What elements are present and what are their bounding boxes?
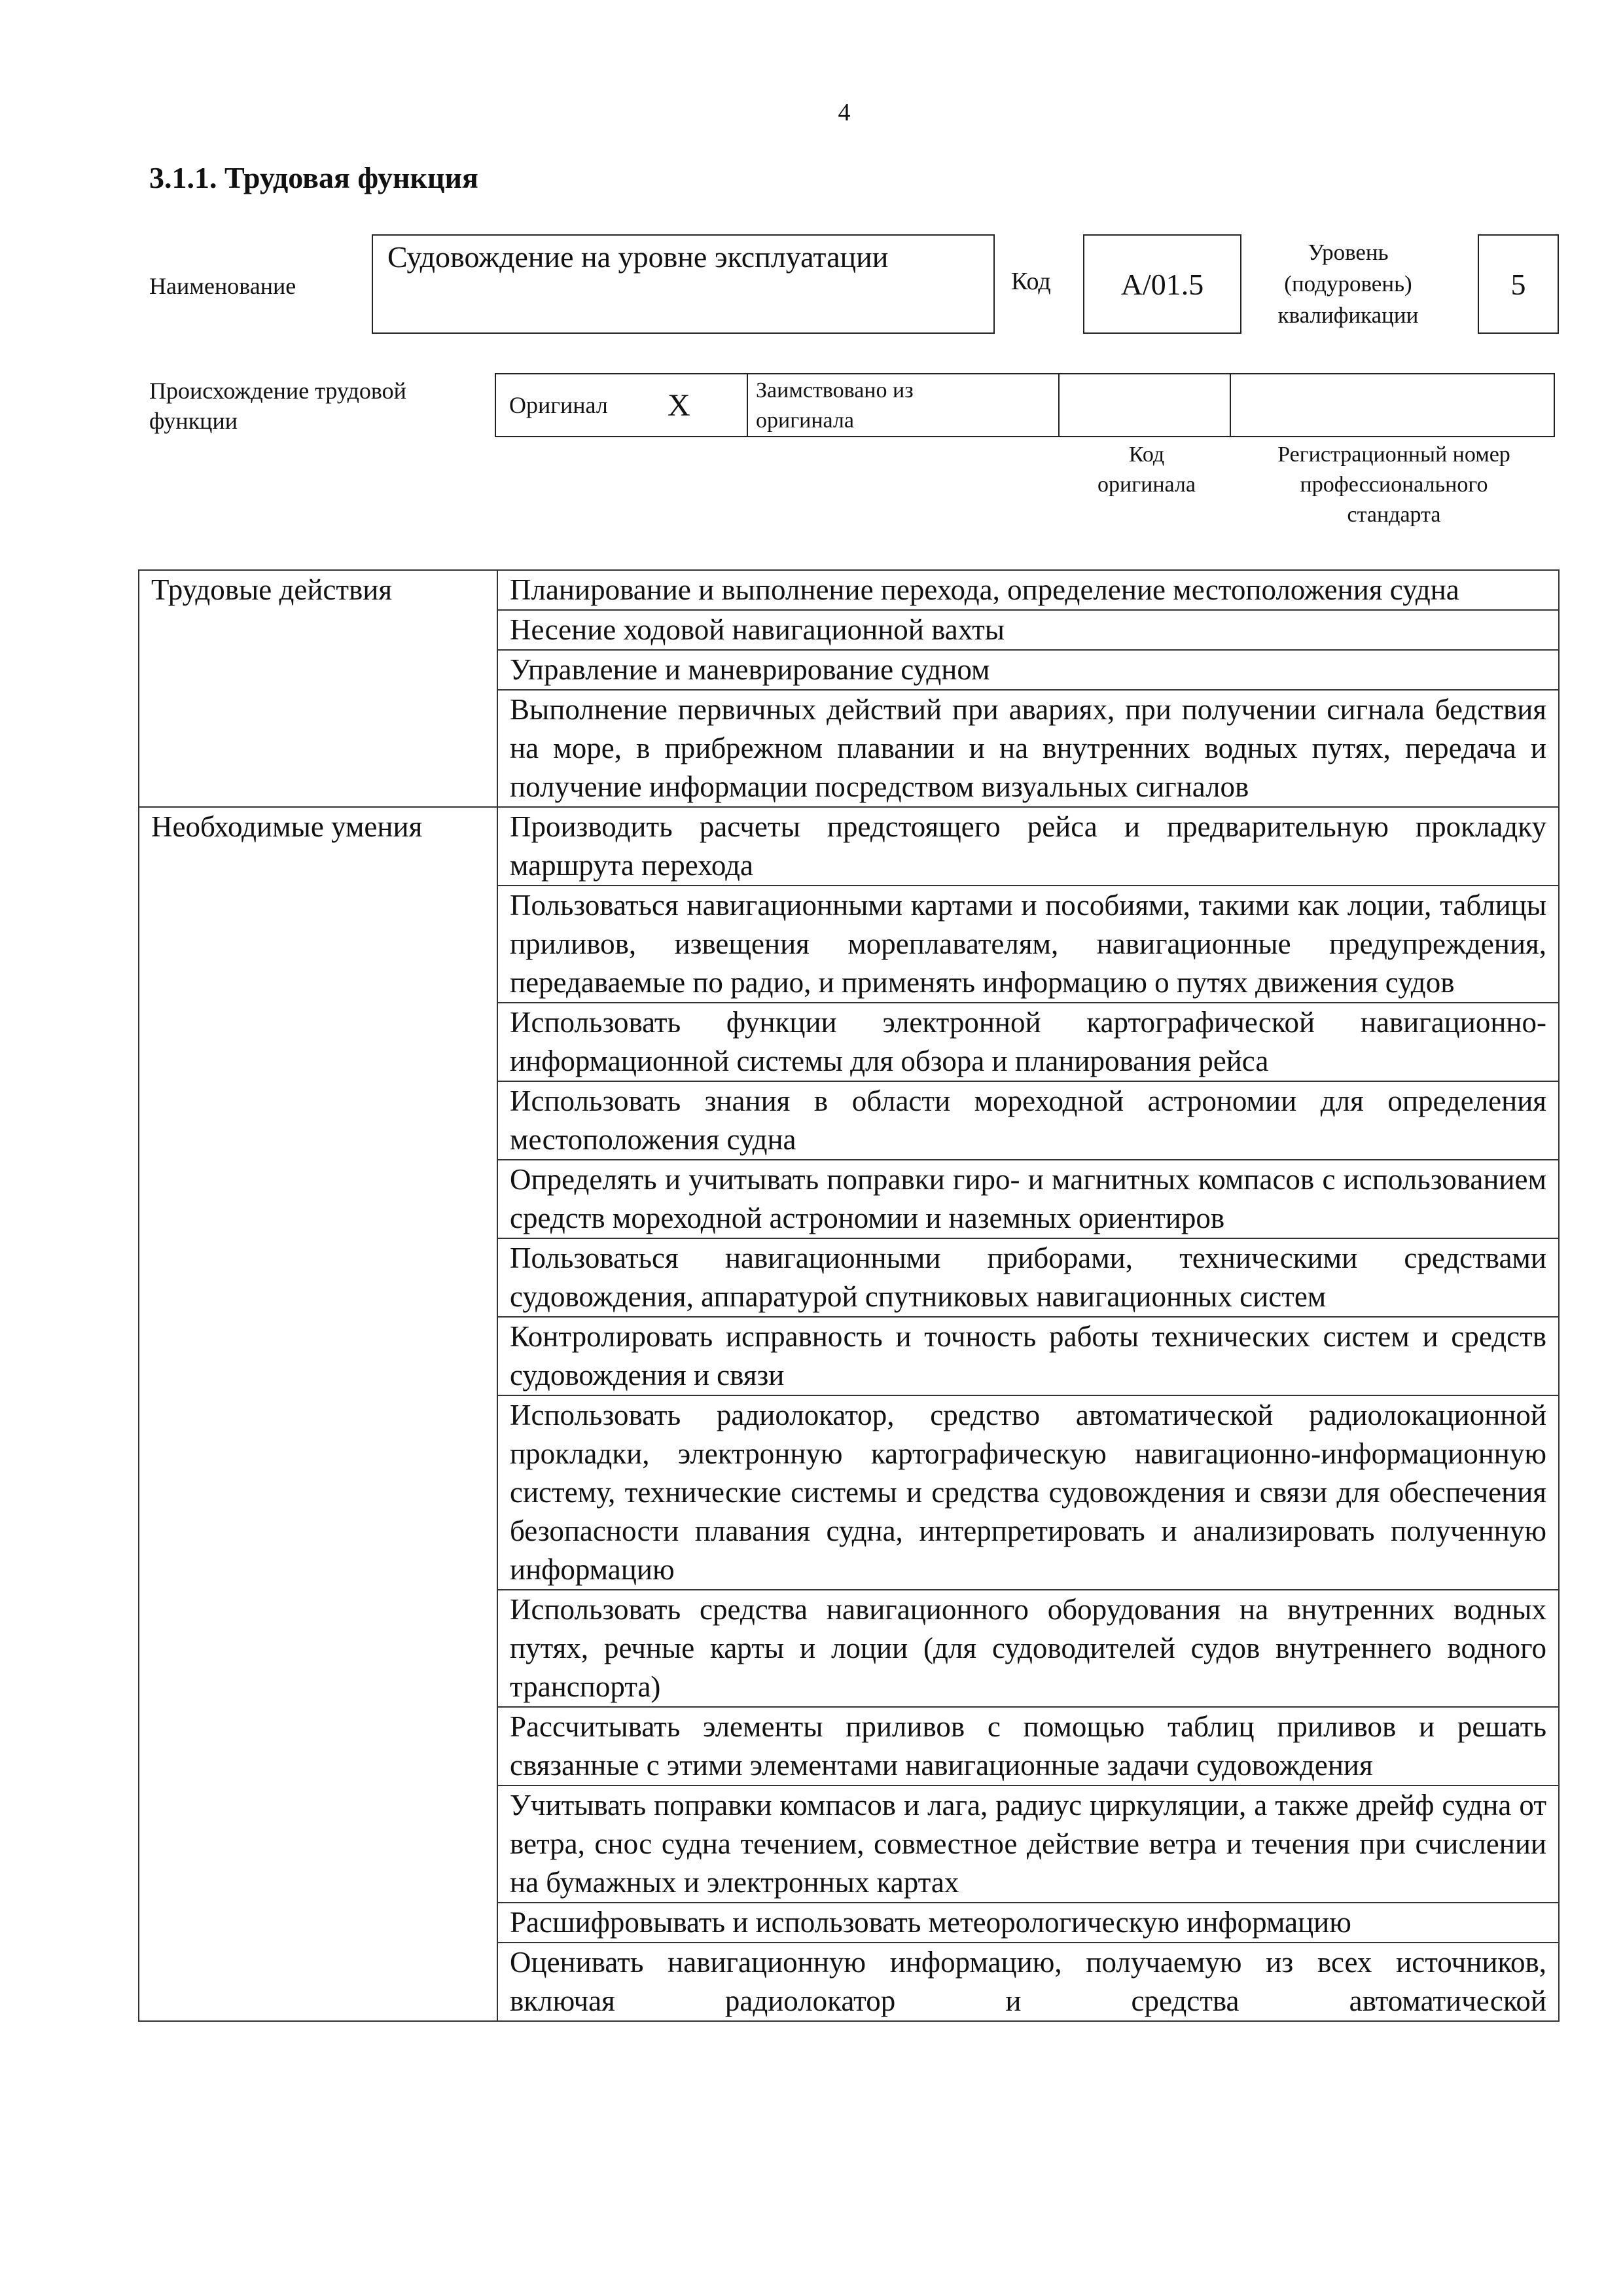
- original-code-cell: [1058, 373, 1231, 437]
- code-label: Код: [1011, 268, 1051, 295]
- function-code-value: А/01.5: [1083, 234, 1241, 334]
- reg-number-line3: стандарта: [1347, 503, 1441, 527]
- code-original-label: [1060, 440, 1233, 500]
- page-number: 4: [838, 99, 851, 126]
- borrowed-label-line2: оригинала: [756, 408, 854, 433]
- origin-label-line1: Происхождение трудовой: [149, 378, 406, 404]
- original-cell: [495, 373, 748, 437]
- code-original-line1: Код: [1128, 442, 1165, 467]
- skill-item: Учитывать поправки компасов и лага, радиус циркуляции, а также дрейф судна от ветра, снос судна течением, совместное действие ветра и течения при счислении на бумажных и электронных картах: [497, 1785, 1559, 1903]
- level-label-line1: Уровень: [1308, 240, 1389, 265]
- code-original-line2: оригинала: [1097, 473, 1196, 497]
- skill-item: Расшифровывать и использовать метеорологическую информацию: [497, 1903, 1559, 1943]
- required-skills-title: Необходимые умения: [139, 807, 497, 2021]
- labor-action-item: Планирование и выполнение перехода, определение местоположения судна: [497, 570, 1559, 610]
- skill-item: Рассчитывать элементы приливов с помощью таблиц приливов и решать связанные с этими элементами навигационные задачи судовождения: [497, 1707, 1559, 1785]
- original-label: Оригинал: [509, 392, 608, 418]
- skill-item: Пользоваться навигационными приборами, техническими средствами судовождения, аппаратурой спутниковых навигационных систем: [497, 1238, 1559, 1317]
- origin-label-line2: функции: [149, 408, 238, 434]
- labor-action-item: Управление и маневрирование судном: [497, 650, 1559, 690]
- function-details-table: [138, 569, 1560, 2022]
- borrowed-label-line1: Заимствовано из: [756, 378, 914, 403]
- function-name-value: Судовождение на уровне эксплуатации: [372, 234, 995, 334]
- level-label-line2: (подуровень): [1284, 271, 1412, 296]
- skill-item: Производить расчеты предстоящего рейса и предварительную прокладку маршрута перехода: [497, 807, 1559, 886]
- qualification-level-value: 5: [1478, 234, 1559, 334]
- table-row: [139, 807, 1559, 886]
- reg-number-line2: профессионального: [1300, 473, 1488, 497]
- skill-item: Пользоваться навигационными картами и пособиями, такими как лоции, таблицы приливов, извещения мореплавателям, навигационные предупреждения, передаваемые по радио, и применять информацию о путях движения судов: [497, 886, 1559, 1003]
- origin-row: [496, 373, 1559, 437]
- original-mark: X: [668, 388, 690, 423]
- labor-action-item: Несение ходовой навигационной вахты: [497, 610, 1559, 650]
- name-label: Наименование: [149, 273, 296, 299]
- reg-number-label: [1230, 440, 1558, 530]
- skill-item: Определять и учитывать поправки гиро- и магнитных компасов с использованием средств мореходной астрономии и наземных ориентиров: [497, 1160, 1559, 1238]
- labor-action-item: Выполнение первичных действий при авариях, при получении сигнала бедствия на море, в прибрежном плавании и на внутренних водных путях, передача и получение информации посредством визуальных сигналов: [497, 690, 1559, 807]
- section-title: 3.1.1. Трудовая функция: [149, 161, 478, 194]
- table-row: [139, 570, 1559, 610]
- qualification-level-label: [1250, 237, 1446, 331]
- skill-item: Контролировать исправность и точность работы технических систем и средств судовождения и связи: [497, 1317, 1559, 1395]
- origin-label: [149, 376, 406, 436]
- skill-item: Использовать функции электронной картографической навигационно-информационной системы для обзора и планирования рейса: [497, 1003, 1559, 1081]
- reg-number-cell: [1230, 373, 1555, 437]
- skill-item: Использовать радиолокатор, средство автоматической радиолокационной прокладки, электронную картографическую навигационно-информационную систему, технические системы и средства судовождения и связи для обеспечения безопасности плавания судна, интерпретировать и анализировать полученную информацию: [497, 1395, 1559, 1590]
- labor-actions-title: Трудовые действия: [139, 570, 497, 807]
- level-label-line3: квалификации: [1277, 302, 1419, 328]
- reg-number-line1: Регистрационный номер: [1277, 442, 1510, 467]
- borrowed-cell: [747, 373, 1060, 437]
- skill-item: Использовать знания в области мореходной астрономии для определения местоположения судна: [497, 1081, 1559, 1160]
- skill-item: Оценивать навигационную информацию, получаемую из всех источников, включая радиолокатор и средства автоматической: [497, 1943, 1559, 2021]
- skill-item: Использовать средства навигационного оборудования на внутренних водных путях, речные карты и лоции (для судоводителей судов внутреннего водного транспорта): [497, 1590, 1559, 1707]
